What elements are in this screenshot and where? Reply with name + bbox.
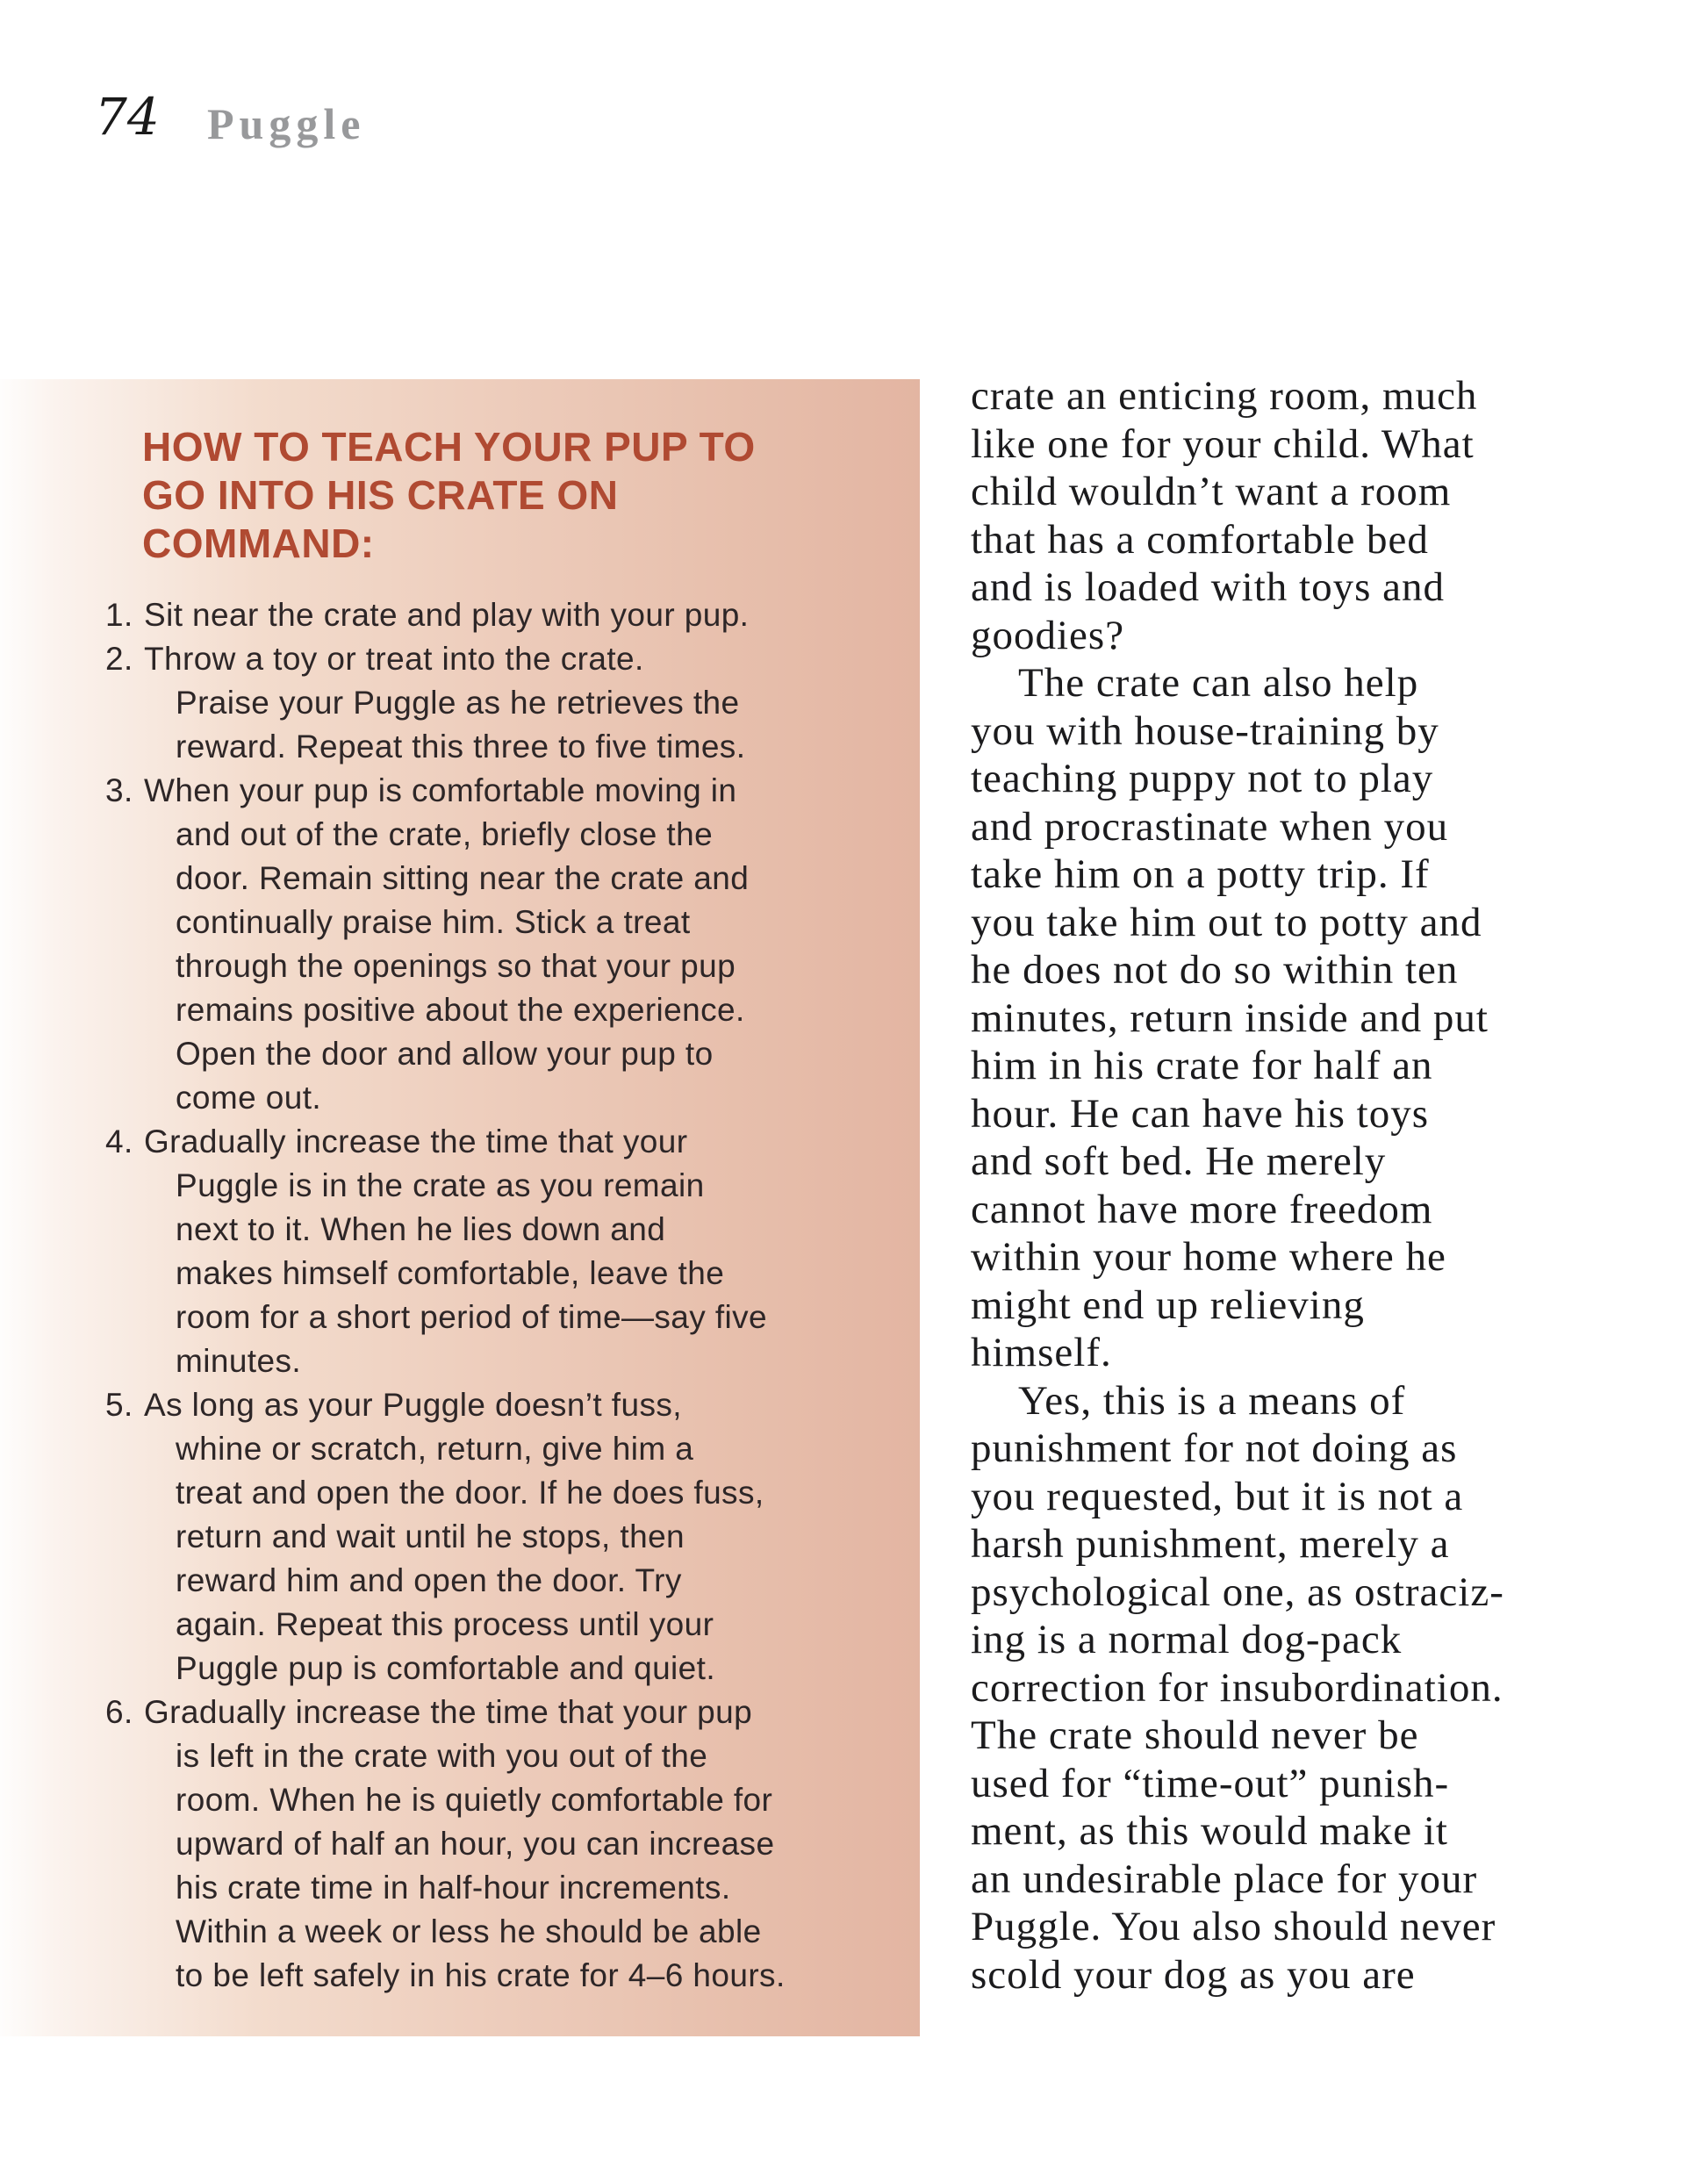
list-item-number: 1. <box>105 597 133 633</box>
text-line: child wouldn’t want a room <box>971 469 1452 514</box>
text-line: he does not do so within ten <box>971 947 1459 993</box>
list-line: whine or scratch, return, give him a <box>176 1431 694 1467</box>
sidebar-heading <box>142 423 756 568</box>
text-line: cannot have more freedom <box>971 1186 1433 1232</box>
list-line: next to it. When he lies down and <box>176 1211 666 1247</box>
text-line: you with house-training by <box>971 707 1439 754</box>
sidebar-numbered-list <box>0 593 920 1998</box>
list-line: door. Remain sitting near the crate and <box>176 860 750 896</box>
text-line: you requested, but it is not a <box>971 1473 1464 1519</box>
text-line: and is loaded with toys and <box>971 564 1446 610</box>
list-line: and out of the crate, briefly close the <box>176 816 714 852</box>
text-line: and soft bed. He merely <box>971 1138 1387 1184</box>
body-text-column <box>971 372 1690 1999</box>
list-item-number: 2. <box>105 641 133 677</box>
text-line: crate an enticing room, much <box>971 373 1478 419</box>
text-line: minutes, return inside and put <box>971 994 1489 1041</box>
text-line: hour. He can have his toys <box>971 1090 1430 1137</box>
list-line: minutes. <box>176 1343 302 1379</box>
list-line: 3. When your pup is comfortable moving in <box>0 769 920 813</box>
list-line: Puggle pup is comfortable and quiet. <box>176 1650 716 1686</box>
text-line: him in his crate for half an <box>971 1043 1433 1088</box>
list-line: reward him and open the door. Try <box>176 1562 682 1598</box>
list-line: return and wait until he stops, then <box>176 1518 685 1554</box>
text-line: correction for insubordination. <box>971 1664 1503 1711</box>
sidebar-heading-line: COMMAND: <box>142 520 375 566</box>
text-line: psychological one, as ostraciz- <box>971 1569 1504 1615</box>
list-line: makes himself comfortable, leave the <box>176 1255 725 1291</box>
list-line: Puggle is in the crate as you remain <box>176 1167 705 1203</box>
text-line: might end up relieving <box>971 1281 1365 1328</box>
text-line: harsh punishment, merely a <box>971 1521 1450 1567</box>
text-line: Puggle. You also should never <box>971 1904 1496 1949</box>
list-item-number: 6. <box>105 1694 133 1730</box>
sidebar-heading-line: HOW TO TEACH YOUR PUP TO <box>142 424 756 470</box>
list-line: 2. Throw a toy or treat into the crate. <box>0 637 920 681</box>
text-line: scold your dog as you are <box>971 1951 1416 1998</box>
list-line: to be left safely in his crate for 4–6 hours. <box>176 1957 786 1993</box>
text-line: ment, as this would make it <box>971 1808 1448 1854</box>
sidebar-box <box>0 379 920 2036</box>
list-line: reward. Repeat this three to five times. <box>176 729 746 765</box>
text-line: take him on a potty trip. If <box>971 851 1430 897</box>
text-line: that has a comfortable bed <box>971 516 1429 563</box>
list-line: remains positive about the experience. <box>176 992 745 1028</box>
list-line: room. When he is quietly comfortable for <box>176 1782 773 1818</box>
list-line: 4. Gradually increase the time that your <box>0 1120 920 1164</box>
text-line: an undesirable place for your <box>971 1856 1478 1902</box>
text-line: used for “time-out” punish- <box>971 1760 1450 1806</box>
text-line: ing is a normal dog-pack <box>971 1617 1403 1662</box>
text-line: and procrastinate when you <box>971 803 1449 850</box>
list-item-number: 4. <box>105 1123 133 1159</box>
list-line: is left in the crate with you out of the <box>176 1738 708 1774</box>
text-line: Yes, this is a means of <box>1018 1377 1406 1424</box>
list-line: Open the door and allow your pup to <box>176 1036 714 1072</box>
list-line: come out. <box>176 1080 322 1116</box>
list-line: Praise your Puggle as he retrieves the <box>176 685 740 721</box>
list-line: continually praise him. Stick a treat <box>176 904 691 940</box>
list-item-number: 3. <box>105 772 133 808</box>
list-line: Within a week or less he should be able <box>176 1913 762 1949</box>
text-line: himself. <box>971 1330 1112 1375</box>
list-line: again. Repeat this process until your <box>176 1606 714 1642</box>
list-line: upward of half an hour, you can increase <box>176 1826 775 1862</box>
list-line: 6. Gradually increase the time that your pup <box>0 1691 920 1734</box>
text-line: within your home where he <box>971 1234 1446 1280</box>
text-line: teaching puppy not to play <box>971 756 1434 801</box>
list-item-number: 5. <box>105 1387 133 1423</box>
sidebar-heading-line: GO INTO HIS CRATE ON <box>142 472 619 518</box>
list-line: 1. Sit near the crate and play with your pup. <box>0 593 920 637</box>
text-line: like one for your child. What <box>971 420 1475 467</box>
text-line: goodies? <box>971 612 1125 658</box>
list-line: his crate time in half-hour increments. <box>176 1870 731 1906</box>
list-line: through the openings so that your pup <box>176 948 736 984</box>
list-line: treat and open the door. If he does fuss, <box>176 1475 764 1511</box>
text-line: you take him out to potty and <box>971 899 1482 945</box>
text-line: The crate can also help <box>1018 660 1419 706</box>
running-head: Puggle <box>207 99 366 148</box>
list-line: room for a short period of time—say five <box>176 1299 768 1335</box>
text-line: The crate should never be <box>971 1712 1419 1758</box>
page-number: 74 <box>95 87 160 147</box>
list-line: 5. As long as your Puggle doesn’t fuss, <box>0 1383 920 1427</box>
text-line: punishment for not doing as <box>971 1425 1458 1471</box>
